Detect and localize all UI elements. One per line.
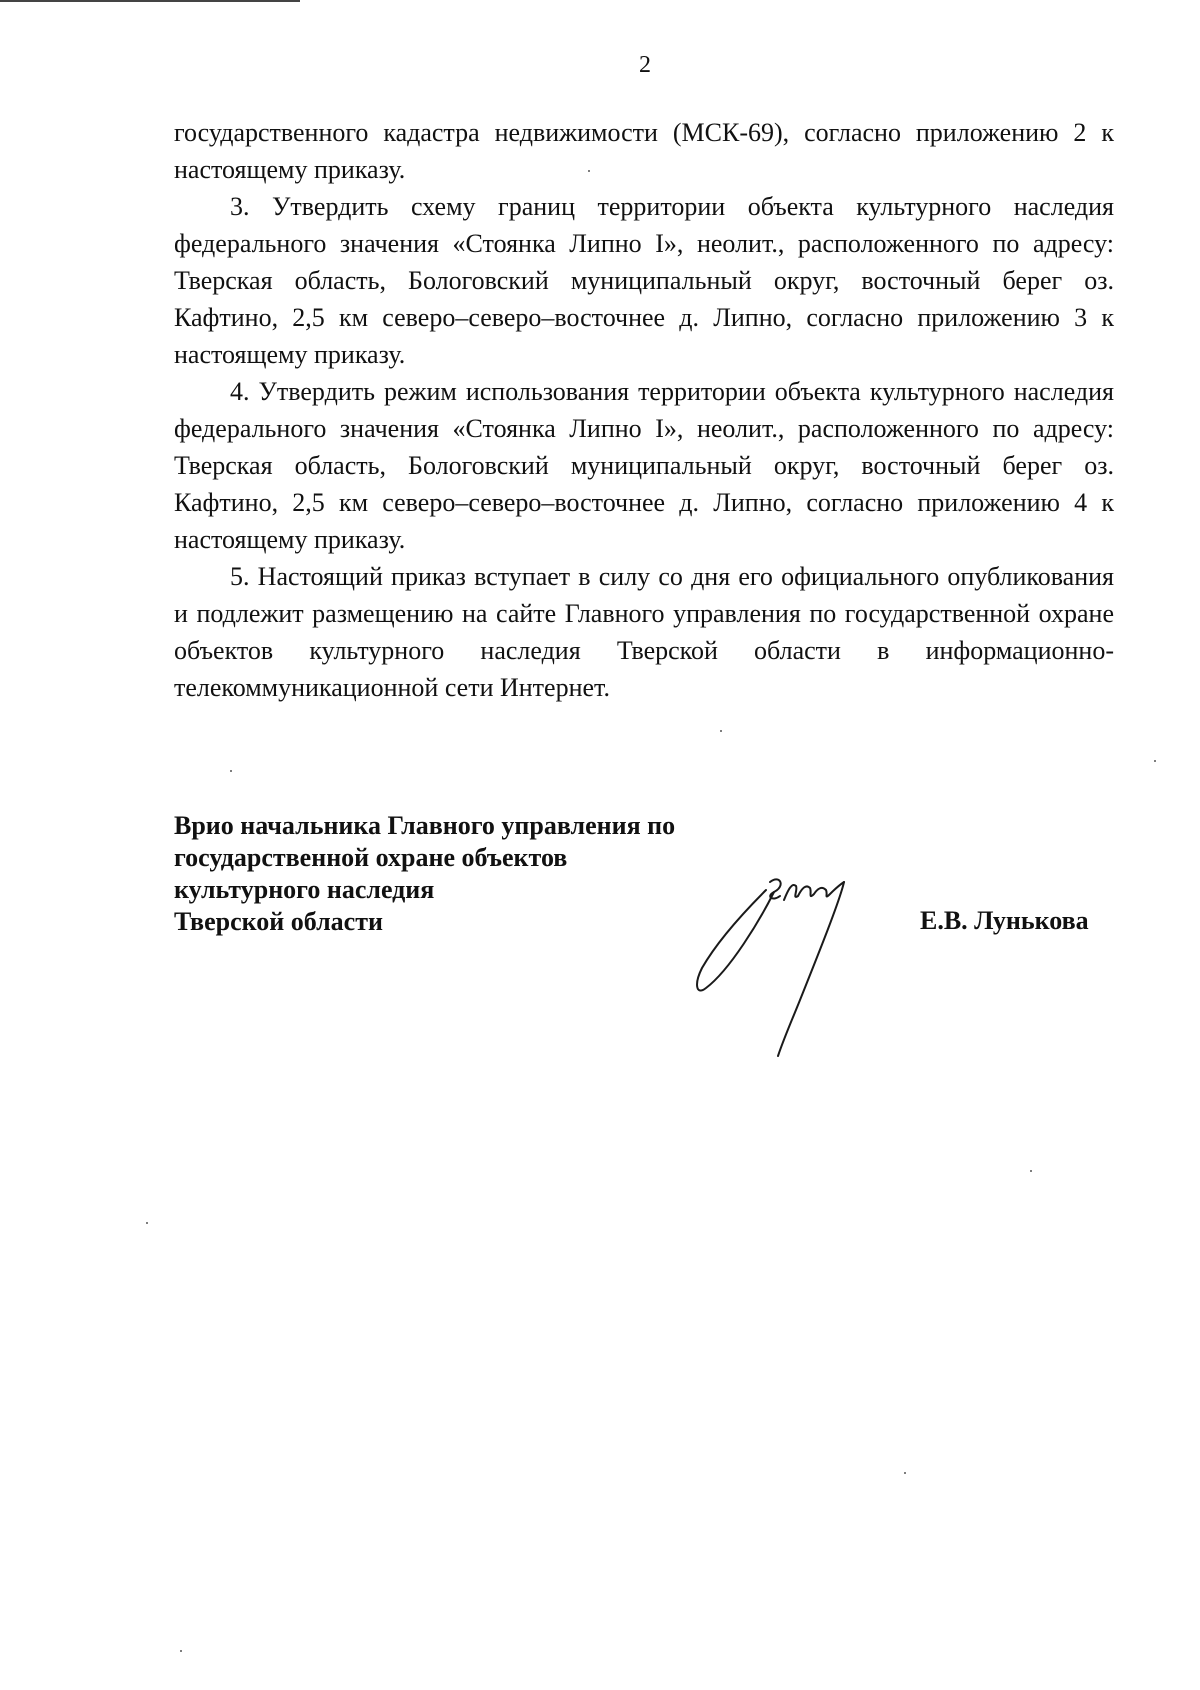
document-body	[174, 114, 1114, 706]
scan-speck	[720, 730, 722, 732]
paragraph-continuation: государственного кадастра недвижимости (МСК-69), согласно приложению 2 к настоящему приказу.	[174, 118, 1114, 184]
scan-speck	[904, 1472, 906, 1474]
scan-speck	[588, 170, 590, 172]
signatory-title-line: государственной охране объектов	[174, 843, 568, 872]
page-number: 2	[639, 52, 651, 78]
scan-speck	[1030, 1170, 1032, 1172]
paragraph-item-4: 4. Утвердить режим использования территории объекта культурного наследия федерального значения «Стоянка Липно I», неолит., расположенного по адресу: Тверская область, Бологовский муниципальный округ, восточный берег оз. Кафтино, 2,5 км северо–северо–восточнее д. Липно, согласно приложению 4 к настоящему приказу.	[174, 377, 1114, 554]
paragraph-item-5: 5. Настоящий приказ вступает в силу со дня его официального опубликования и подлежит размещению на сайте Главного управления по государственной охране объектов культурного наследия Тверской области в информационно-телекоммуникационной сети Интернет.	[174, 562, 1114, 702]
scan-speck	[180, 1650, 182, 1652]
signatory-title-line: культурного наследия	[174, 875, 435, 904]
scan-speck	[146, 1222, 148, 1224]
scan-speck	[1154, 760, 1156, 762]
signatory-name: Е.В. Лунькова	[920, 906, 1089, 935]
paragraph-item-3: 3. Утвердить схему границ территории объекта культурного наследия федерального значения «Стоянка Липно I», неолит., расположенного по адресу: Тверская область, Бологовский муниципальный округ, восточный берег оз. Кафтино, 2,5 км северо–северо–восточнее д. Липно, согласно приложению 3 к настоящему приказу.	[174, 192, 1114, 369]
signatory-title-line: Тверской области	[174, 907, 383, 936]
scan-speck	[230, 770, 232, 772]
top-edge-line	[0, 0, 300, 2]
handwritten-signature	[680, 860, 880, 1060]
signatory-title	[174, 810, 675, 938]
signatory-title-line: Врио начальника Главного управления по	[174, 811, 676, 840]
